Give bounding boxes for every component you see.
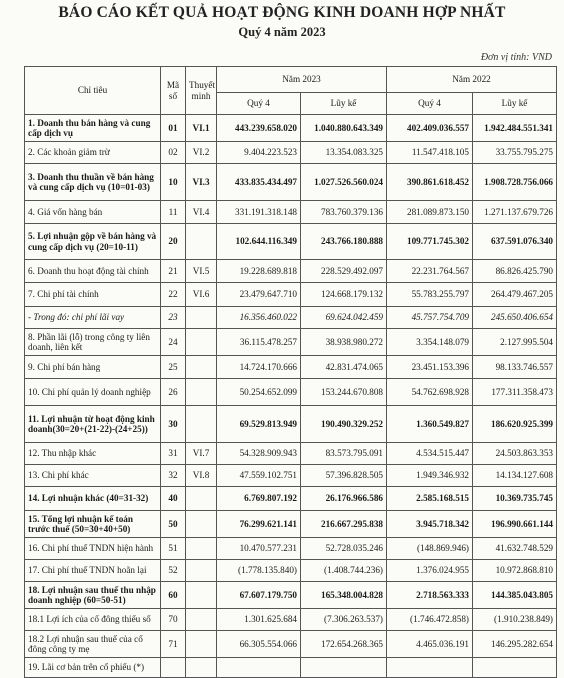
row-label: 19. Lãi cơ bản trên cổ phiếu (*) [25,658,161,678]
cell-q4-2022: 402.409.036.557 [387,115,473,142]
row-code: 25 [161,356,186,379]
row-label: 15. Tổng lợi nhuận kế toán trước thuế (50=30+40+50) [25,511,161,538]
cell-ytd-2023: (1.408.744.236) [301,560,387,582]
row-note [186,609,217,631]
table-row [25,201,557,224]
row-label: 18.1 Lợi ích của cổ đông thiểu số [25,609,161,631]
cell-ytd-2023: 38.938.980.272 [301,329,387,356]
cell-q4-2022: 11.547.418.105 [387,142,473,164]
header-year-2023: Năm 2023 [217,67,387,93]
row-note: VI.6 [186,283,217,307]
cell-q4-2022: (1.746.472.858) [387,609,473,631]
cell-q4-2023: 102.644.116.349 [217,224,301,260]
row-note: VI.3 [186,164,217,201]
row-label: 1. Doanh thu bán hàng và cung cấp dịch vụ [25,115,161,142]
row-label: 17. Chi phí thuế TNDN hoãn lại [25,560,161,582]
cell-ytd-2023: 1.040.880.643.349 [301,115,387,142]
row-code: 30 [161,406,186,443]
row-label: 4. Giá vốn hàng bán [25,201,161,224]
table-row [25,406,557,443]
table-row [25,142,557,164]
cell-q4-2023: 10.470.577.231 [217,538,301,560]
report-subtitle: Quý 4 năm 2023 [238,25,326,39]
row-label: 9. Chi phí bán hàng [25,356,161,379]
row-code: 51 [161,538,186,560]
cell-ytd-2023: 228.529.492.097 [301,260,387,283]
row-note [186,538,217,560]
cell-ytd-2023: 52.728.035.246 [301,538,387,560]
row-code: 40 [161,487,186,511]
cell-ytd-2022 [473,658,557,678]
cell-ytd-2022: 86.826.425.790 [473,260,557,283]
cell-q4-2022: 22.231.764.567 [387,260,473,283]
table-row [25,379,557,406]
row-note [186,658,217,678]
cell-ytd-2022: 10.972.868.810 [473,560,557,582]
table-row [25,560,557,582]
row-note [186,406,217,443]
cell-q4-2023: 76.299.621.141 [217,511,301,538]
table-row [25,582,557,609]
row-code: 60 [161,582,186,609]
header-indicator: Chỉ tiêu [25,67,161,115]
row-label: 5. Lợi nhuận gộp về bán hàng và cung cấp dịch vụ (20=10-11) [25,224,161,260]
header-ytd-2023: Lũy kế [301,93,387,115]
row-note [186,487,217,511]
row-note: VI.4 [186,201,217,224]
row-note: VI.7 [186,443,217,465]
cell-ytd-2022: 2.127.995.504 [473,329,557,356]
row-note [186,631,217,658]
cell-q4-2022: 1.949.346.932 [387,465,473,487]
cell-ytd-2022: 1.908.728.756.066 [473,164,557,201]
cell-ytd-2023: (7.306.263.537) [301,609,387,631]
cell-q4-2022: 109.771.745.302 [387,224,473,260]
row-code: 26 [161,379,186,406]
row-code: 11 [161,201,186,224]
cell-q4-2023: (1.778.135.840) [217,560,301,582]
cell-ytd-2022: 177.311.358.473 [473,379,557,406]
table-row [25,283,557,307]
row-label: 2. Các khoản giảm trừ [25,142,161,164]
cell-q4-2022: 281.089.873.150 [387,201,473,224]
table-row [25,356,557,379]
cell-q4-2023: 16.356.460.022 [217,307,301,329]
header-year-2022: Năm 2022 [387,67,557,93]
cell-q4-2023: 6.769.807.192 [217,487,301,511]
cell-q4-2022: 54.762.698.928 [387,379,473,406]
cell-ytd-2022: 144.385.043.805 [473,582,557,609]
row-code: 01 [161,115,186,142]
header-note: Thuyết minh [186,67,217,115]
row-note [186,511,217,538]
cell-q4-2023: 14.724.170.666 [217,356,301,379]
table-row [25,658,557,678]
cell-ytd-2023: 1.027.526.560.024 [301,164,387,201]
cell-q4-2022: 3.945.718.342 [387,511,473,538]
cell-q4-2023: 19.228.689.818 [217,260,301,283]
cell-q4-2022: 1.376.024.955 [387,560,473,582]
cell-ytd-2023: 243.766.180.888 [301,224,387,260]
row-label: 10. Chi phí quản lý doanh nghiệp [25,379,161,406]
table-row [25,224,557,260]
table-row [25,487,557,511]
row-note [186,356,217,379]
row-label: 6. Doanh thu hoạt động tài chính [25,260,161,283]
cell-q4-2022: 55.783.255.797 [387,283,473,307]
cell-ytd-2023: 165.348.004.828 [301,582,387,609]
income-statement-table [24,66,557,678]
cell-ytd-2022: 24.503.863.353 [473,443,557,465]
row-note [186,307,217,329]
cell-ytd-2022: 98.133.746.557 [473,356,557,379]
cell-ytd-2022: 14.134.127.608 [473,465,557,487]
cell-q4-2022: 45.757.754.709 [387,307,473,329]
row-code: 22 [161,283,186,307]
cell-ytd-2022: (1.910.238.849) [473,609,557,631]
row-label: 13. Chi phí khác [25,465,161,487]
row-note: VI.8 [186,465,217,487]
cell-q4-2022: 3.354.148.079 [387,329,473,356]
row-code: 21 [161,260,186,283]
row-label: - Trong đó: chi phí lãi vay [25,307,161,329]
cell-q4-2023: 47.559.102.751 [217,465,301,487]
row-label: 18. Lợi nhuận sau thuế thu nhập doanh nghiệp (60=50-51) [25,582,161,609]
table-row [25,631,557,658]
row-note [186,329,217,356]
cell-ytd-2023: 216.667.295.838 [301,511,387,538]
cell-q4-2023 [217,658,301,678]
cell-ytd-2023: 172.654.268.365 [301,631,387,658]
cell-q4-2023: 66.305.554.066 [217,631,301,658]
table-row [25,538,557,560]
cell-ytd-2022: 245.650.406.654 [473,307,557,329]
row-note: VI.5 [186,260,217,283]
table-row [25,609,557,631]
row-label: 11. Lợi nhuận từ hoạt động kinh doanh(30=20+(21-22)-(24+25)) [25,406,161,443]
table-body [25,115,557,678]
table-row [25,329,557,356]
cell-ytd-2022: 196.990.661.144 [473,511,557,538]
cell-ytd-2023: 57.396.828.505 [301,465,387,487]
table-row [25,115,557,142]
row-code: 23 [161,307,186,329]
cell-ytd-2023 [301,658,387,678]
cell-q4-2023: 9.404.223.523 [217,142,301,164]
cell-ytd-2023: 83.573.795.091 [301,443,387,465]
cell-q4-2022: 23.451.153.396 [387,356,473,379]
row-note: VI.2 [186,142,217,164]
cell-ytd-2022: 1.271.137.679.726 [473,201,557,224]
cell-q4-2022: 4.465.036.191 [387,631,473,658]
cell-ytd-2022: 41.632.748.529 [473,538,557,560]
cell-ytd-2023: 190.490.329.252 [301,406,387,443]
cell-ytd-2022: 10.369.735.745 [473,487,557,511]
cell-ytd-2023: 153.244.670.808 [301,379,387,406]
cell-ytd-2023: 69.624.042.459 [301,307,387,329]
row-label: 7. Chi phí tài chính [25,283,161,307]
row-label: 3. Doanh thu thuần về bán hàng và cung cấp dịch vụ (10=01-03) [25,164,161,201]
cell-ytd-2022: 33.755.795.275 [473,142,557,164]
cell-q4-2022: 2.585.168.515 [387,487,473,511]
row-label: 8. Phần lãi (lỗ) trong công ty liên doanh, liên kết [25,329,161,356]
cell-q4-2023: 443.239.658.020 [217,115,301,142]
cell-ytd-2023: 26.176.966.586 [301,487,387,511]
row-code: 32 [161,465,186,487]
cell-ytd-2022: 637.591.076.340 [473,224,557,260]
cell-q4-2022: 4.534.515.447 [387,443,473,465]
row-code: 70 [161,609,186,631]
report-title: BÁO CÁO KẾT QUẢ HOẠT ĐỘNG KINH DOANH HỢP NHẤT [58,4,506,21]
row-code: 71 [161,631,186,658]
cell-q4-2023: 36.115.478.257 [217,329,301,356]
cell-ytd-2023: 42.831.474.065 [301,356,387,379]
row-label: 18.2 Lợi nhuận sau thuế của cổ đông công ty mẹ [25,631,161,658]
row-note [186,560,217,582]
cell-q4-2023: 50.254.652.099 [217,379,301,406]
cell-q4-2022: 2.718.563.333 [387,582,473,609]
table-row [25,260,557,283]
table-header [25,67,557,115]
row-code: 02 [161,142,186,164]
cell-q4-2023: 67.607.179.750 [217,582,301,609]
table-row [25,443,557,465]
row-note: VI.1 [186,115,217,142]
cell-ytd-2022: 264.479.467.205 [473,283,557,307]
row-note [186,582,217,609]
row-code: 10 [161,164,186,201]
header-ytd-2022: Lũy kế [473,93,557,115]
header-q4-2022: Quý 4 [387,93,473,115]
table-row [25,511,557,538]
row-code: 52 [161,560,186,582]
row-code: 24 [161,329,186,356]
cell-q4-2023: 433.835.434.497 [217,164,301,201]
cell-q4-2023: 1.301.625.684 [217,609,301,631]
cell-ytd-2022: 186.620.925.399 [473,406,557,443]
cell-q4-2022: 390.861.618.452 [387,164,473,201]
row-code: 31 [161,443,186,465]
cell-q4-2022 [387,658,473,678]
row-note [186,379,217,406]
cell-q4-2022: (148.869.946) [387,538,473,560]
cell-q4-2023: 69.529.813.949 [217,406,301,443]
cell-ytd-2023: 13.354.083.325 [301,142,387,164]
row-code: 50 [161,511,186,538]
row-label: 16. Chi phí thuế TNDN hiện hành [25,538,161,560]
header-code: Mã số [161,67,186,115]
cell-q4-2022: 1.360.549.827 [387,406,473,443]
row-code: 20 [161,224,186,260]
table-row [25,465,557,487]
cell-ytd-2022: 1.942.484.551.341 [473,115,557,142]
cell-q4-2023: 23.479.647.710 [217,283,301,307]
row-label: 12. Thu nhập khác [25,443,161,465]
cell-q4-2023: 331.191.318.148 [217,201,301,224]
row-note [186,224,217,260]
cell-ytd-2022: 146.295.282.654 [473,631,557,658]
row-code [161,658,186,678]
cell-q4-2023: 54.328.909.943 [217,443,301,465]
table-row [25,164,557,201]
header-q4-2023: Quý 4 [217,93,301,115]
row-label: 14. Lợi nhuận khác (40=31-32) [25,487,161,511]
currency-unit: Đơn vị tính: VND [480,52,552,63]
cell-ytd-2023: 124.668.179.132 [301,283,387,307]
cell-ytd-2023: 783.760.379.136 [301,201,387,224]
table-row [25,307,557,329]
